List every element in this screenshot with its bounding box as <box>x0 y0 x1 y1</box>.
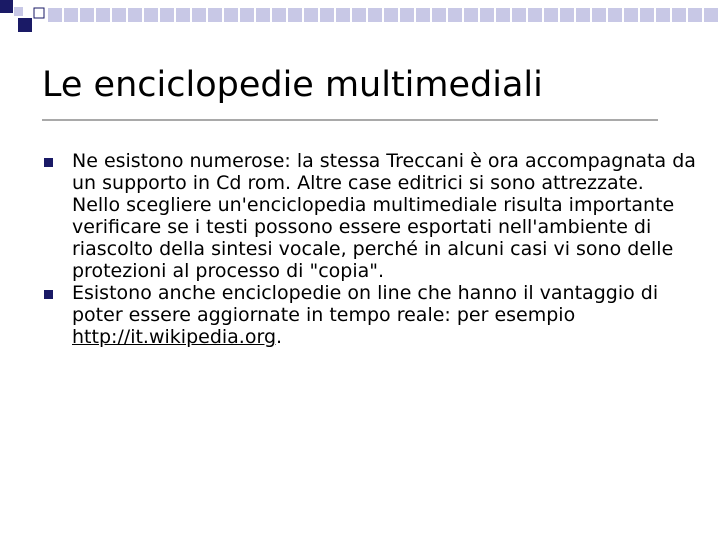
wikipedia-link[interactable]: http://it.wikipedia.org <box>72 326 277 348</box>
decor-square <box>34 8 44 18</box>
bullet-text: Esistono anche enciclopedie on line che hanno il vantaggio di poter essere aggiornate in tempo reale: per esempio <box>72 282 659 326</box>
decor-square <box>18 18 32 32</box>
slide-title: Le enciclopedie multimediali <box>42 65 543 105</box>
decor-strip <box>48 8 718 22</box>
decor-square <box>0 0 13 13</box>
slide-content <box>44 150 704 348</box>
header-decoration <box>0 0 720 40</box>
bullet-item <box>44 150 704 282</box>
bullet-paragraph: Ne esistono numerose: la stessa Treccani è ora accompagnata da un supporto in Cd rom. Altre case editrici si sono attrezzate. <box>72 150 696 194</box>
decor-square <box>14 7 23 16</box>
bullet-item <box>44 282 704 348</box>
bullet-text-end: . <box>276 326 283 348</box>
slide-title-area <box>42 64 702 106</box>
square-bullet-icon <box>44 290 53 299</box>
title-underline <box>42 119 658 121</box>
bullet-paragraph: Nello scegliere un'enciclopedia multimediale risulta importante verificare se i testi possono essere esportati nell'ambiente di riascolto della sintesi vocale, perché in alcuni casi vi sono delle protezioni al processo di "copia". <box>72 194 675 282</box>
square-bullet-icon <box>44 158 53 167</box>
